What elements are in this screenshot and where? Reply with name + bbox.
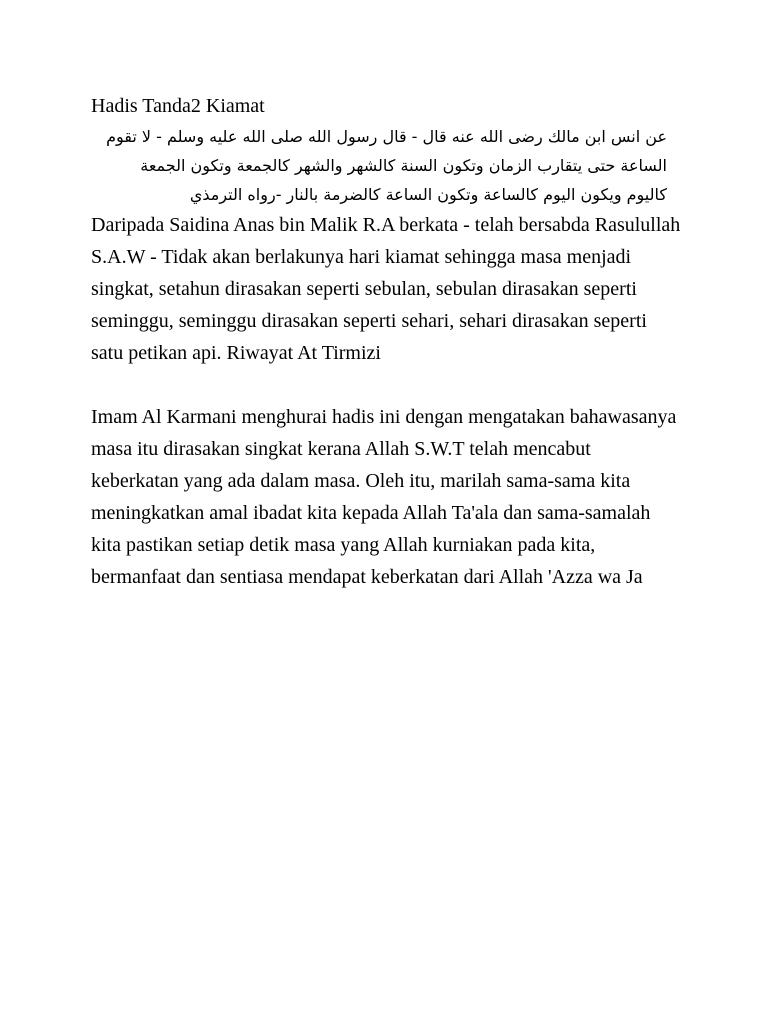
paragraph-gap — [91, 369, 681, 401]
commentary-paragraph: Imam Al Karmani menghurai hadis ini dengan mengatakan bahawasanya masa itu dirasakan singkat kerana Allah S.W.T telah mencabut keberkatan yang ada dalam masa. Oleh itu, marilah sama-sama kita meningkatkan amal ibadat kita kepada Allah Ta'ala dan sama-samalah kita pastikan setiap detik masa yang Allah kurniakan pada kita, bermanfaat dan sentiasa mendapat keberkatan dari Allah 'Azza wa Ja — [91, 406, 677, 588]
document-page — [91, 90, 681, 593]
document-title: Hadis Tanda2 Kiamat — [91, 95, 265, 117]
arabic-line-1: عن انس ابن مالك رضى الله عنه قال - قال رسول الله صلى الله عليه وسلم - لا تقوم — [106, 127, 667, 146]
arabic-line-3: كاليوم ويكون اليوم كالساعة وتكون الساعة كالضرمة بالنار -رواه الترمذي — [189, 185, 667, 204]
arabic-line-2: الساعة حتى يتقارب الزمان وتكون السنة كالشهر والشهر كالجمعة وتكون الجمعة — [140, 156, 667, 175]
translation-paragraph: Daripada Saidina Anas bin Malik R.A berkata - telah bersabda Rasulullah S.A.W - Tidak akan berlakunya hari kiamat sehingga masa menjadi singkat, setahun dirasakan seperti sebulan, sebulan dirasakan seperti seminggu, seminggu dirasakan seperti sehari, sehari dirasakan seperti satu petikan api. Riwayat At Tirmizi — [91, 214, 681, 364]
arabic-hadith-text — [91, 122, 681, 209]
